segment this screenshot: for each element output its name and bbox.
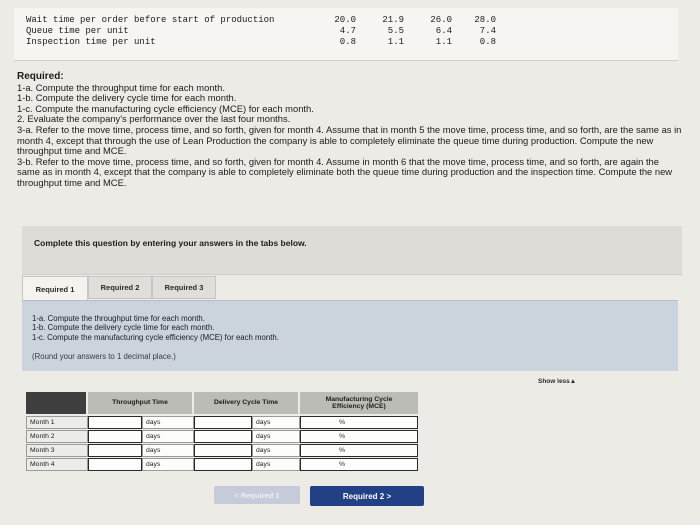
header-delivery-cycle-time: Delivery Cycle Time bbox=[194, 392, 298, 414]
next-required-button[interactable]: Required 2 > bbox=[310, 486, 424, 506]
throughput-input-month-3[interactable] bbox=[88, 444, 142, 457]
throughput-input-month-4[interactable] bbox=[88, 458, 142, 471]
question-line: 1-b. Compute the delivery cycle time for each month. bbox=[32, 323, 215, 332]
table-row bbox=[26, 430, 418, 444]
tab-required-2[interactable]: Required 2 bbox=[88, 276, 152, 299]
mce-input-month-4[interactable]: % bbox=[300, 458, 418, 471]
requirement-line: 3-b. Refer to the move time, process time, and so forth, given for month 4. Assume in month 6 that the move time, process time, and so forth, are again the same as in month 4, except that the company is able to completely eliminate both the queue time during production and the inspection time. Compute the new throughput time and MCE. bbox=[17, 155, 673, 188]
row-label: Month 1 bbox=[26, 416, 88, 429]
unit-label: days bbox=[142, 430, 194, 443]
delivery-input-month-3[interactable] bbox=[194, 444, 252, 457]
mce-input-month-3[interactable]: % bbox=[300, 444, 418, 457]
cell-value: 26.0 bbox=[430, 15, 452, 25]
table-row bbox=[26, 458, 418, 472]
unit-label: days bbox=[252, 444, 300, 457]
unit-label: days bbox=[142, 416, 194, 429]
requirement-line: 2. Evaluate the company's performance over the last four months. bbox=[17, 113, 291, 125]
delivery-input-month-2[interactable] bbox=[194, 430, 252, 443]
row-label: Month 4 bbox=[26, 458, 88, 471]
show-less-link[interactable]: Show less▲ bbox=[538, 378, 577, 385]
cell-value: 28.0 bbox=[474, 15, 496, 25]
cell-value: 0.8 bbox=[479, 37, 496, 47]
mce-input-month-2[interactable]: % bbox=[300, 430, 418, 443]
cell-value: 7.4 bbox=[479, 26, 496, 36]
table-row bbox=[26, 416, 418, 430]
rounding-note: (Round your answers to 1 decimal place.) bbox=[32, 352, 176, 361]
row-label: Queue time per unit bbox=[26, 26, 129, 36]
row-label: Month 2 bbox=[26, 430, 88, 443]
cell-value: 6.4 bbox=[435, 26, 452, 36]
cell-value: 20.0 bbox=[334, 15, 356, 25]
tab-required-3[interactable]: Required 3 bbox=[152, 276, 216, 299]
question-panel bbox=[22, 300, 678, 371]
row-label: Wait time per order before start of production bbox=[26, 15, 275, 25]
header-blank bbox=[26, 392, 86, 414]
requirement-line: 1-b. Compute the delivery cycle time for each month. bbox=[17, 92, 237, 104]
question-line: 1-a. Compute the throughput time for each month. bbox=[32, 314, 205, 323]
requirement-line: 1-a. Compute the throughput time for each month. bbox=[17, 81, 225, 93]
unit-label: days bbox=[252, 458, 300, 471]
header-mce: Manufacturing Cycle Efficiency (MCE) bbox=[300, 392, 418, 414]
throughput-input-month-2[interactable] bbox=[88, 430, 142, 443]
cell-value: 1.1 bbox=[435, 37, 452, 47]
cell-value: 1.1 bbox=[387, 37, 404, 47]
throughput-input-month-1[interactable] bbox=[88, 416, 142, 429]
delivery-input-month-4[interactable] bbox=[194, 458, 252, 471]
cell-value: 4.7 bbox=[339, 26, 356, 36]
requirements-text bbox=[17, 72, 683, 189]
row-label: Inspection time per unit bbox=[26, 37, 156, 47]
instruction-bar bbox=[22, 226, 682, 275]
prev-required-button[interactable]: < Required 1 bbox=[214, 486, 300, 504]
delivery-input-month-1[interactable] bbox=[194, 416, 252, 429]
cell-value: 5.5 bbox=[387, 26, 404, 36]
question-line: 1-c. Compute the manufacturing cycle efficiency (MCE) for each month. bbox=[32, 333, 279, 342]
requirements-heading: Required: bbox=[17, 71, 64, 82]
unit-label: days bbox=[142, 458, 194, 471]
cell-value: 21.9 bbox=[382, 15, 404, 25]
header-throughput-time: Throughput Time bbox=[88, 392, 192, 414]
mce-input-month-1[interactable]: % bbox=[300, 416, 418, 429]
unit-label: days bbox=[252, 430, 300, 443]
unit-label: days bbox=[252, 416, 300, 429]
requirement-line: 1-c. Compute the manufacturing cycle efficiency (MCE) for each month. bbox=[17, 102, 314, 114]
table-row bbox=[26, 444, 418, 458]
tab-required-1[interactable]: Required 1 bbox=[22, 276, 88, 301]
cell-value: 0.8 bbox=[339, 37, 356, 47]
data-table-excerpt bbox=[14, 8, 678, 61]
instruction-text: Complete this question by entering your answers in the tabs below. bbox=[34, 238, 307, 248]
requirement-line: 3-a. Refer to the move time, process time, and so forth, given for month 4. Assume that in month 5 the move time, process time, and so forth, are the same as in month 4, except that through the use of Lean Production the company is able to completely eliminate the queue time during production. Compute the new throughput time and MCE. bbox=[17, 123, 682, 157]
row-label: Month 3 bbox=[26, 444, 88, 457]
unit-label: days bbox=[142, 444, 194, 457]
